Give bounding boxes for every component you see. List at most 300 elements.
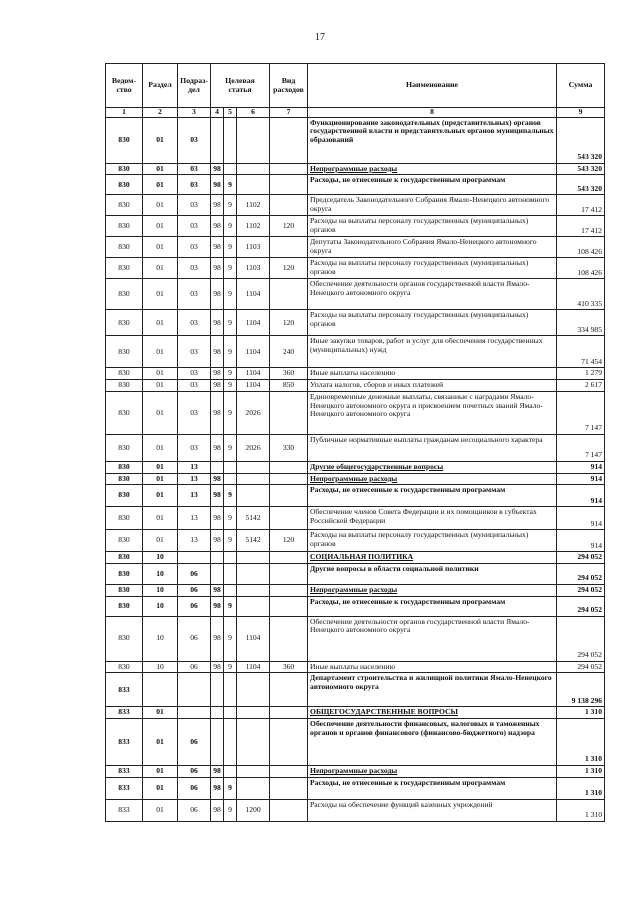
cell-subsection: 06	[178, 596, 211, 616]
cell-target-1: 98	[211, 279, 224, 310]
cell-subsection: 06	[178, 585, 211, 597]
cell-dept: 830	[106, 616, 143, 661]
cell-target-3: 1104	[237, 661, 270, 673]
col-number: 6	[237, 108, 270, 118]
cell-sum: 294 052	[557, 585, 605, 597]
cell-name: ОБЩЕГОСУДАРСТВЕННЫЕ ВОПРОСЫ	[308, 707, 557, 719]
cell-subsection: 03	[178, 216, 211, 237]
cell-target-1: 98	[211, 237, 224, 258]
cell-sum: 294 052	[557, 596, 605, 616]
cell-subsection: 03	[178, 380, 211, 392]
cell-target-1: 98	[211, 485, 224, 507]
cell-target-1: 98	[211, 507, 224, 530]
cell-name: Функционирование законодательных (представительных) органов государственной власти и представительных органов муниципальных образований	[308, 117, 557, 163]
cell-target-3	[237, 175, 270, 195]
cell-section: 01	[143, 799, 178, 821]
cell-target-3	[237, 585, 270, 597]
cell-subsection: 03	[178, 117, 211, 163]
header-sum: Сумма	[557, 64, 605, 108]
cell-subsection: 03	[178, 237, 211, 258]
cell-name: Другие вопросы в области социальной политики	[308, 564, 557, 585]
cell-sum: 7 147	[557, 391, 605, 434]
cell-subsection: 13	[178, 485, 211, 507]
cell-target-1: 98	[211, 434, 224, 461]
col-number: 2	[143, 108, 178, 118]
cell-sum: 108 426	[557, 237, 605, 258]
cell-subsection: 06	[178, 564, 211, 585]
cell-target-1: 98	[211, 175, 224, 195]
cell-name: Обеспечение деятельности органов государственной власти Ямало-Ненецкого автономного округа	[308, 616, 557, 661]
cell-section: 01	[143, 279, 178, 310]
cell-sum: 1 310	[557, 719, 605, 766]
cell-target-3: 2026	[237, 434, 270, 461]
cell-dept: 833	[106, 707, 143, 719]
cell-target-3: 1104	[237, 616, 270, 661]
cell-target-3	[237, 596, 270, 616]
cell-exp-type: 360	[270, 661, 308, 673]
cell-exp-type	[270, 279, 308, 310]
cell-target-2: 9	[224, 391, 237, 434]
cell-target-1: 98	[211, 258, 224, 279]
cell-exp-type: 330	[270, 434, 308, 461]
cell-sum: 543 320	[557, 175, 605, 195]
cell-name: Другие общегосударственные вопросы	[308, 461, 557, 473]
cell-section: 10	[143, 661, 178, 673]
cell-exp-type	[270, 117, 308, 163]
cell-target-1: 98	[211, 368, 224, 380]
cell-exp-type: 120	[270, 258, 308, 279]
cell-target-2: 9	[224, 368, 237, 380]
table-row	[106, 485, 605, 507]
cell-sum: 108 426	[557, 258, 605, 279]
cell-dept: 830	[106, 391, 143, 434]
table-row	[106, 473, 605, 485]
cell-dept: 830	[106, 279, 143, 310]
cell-name: Непрограммные расходы	[308, 473, 557, 485]
col-number: 5	[224, 108, 237, 118]
cell-section: 01	[143, 485, 178, 507]
cell-target-2: 9	[224, 507, 237, 530]
cell-sum: 410 335	[557, 279, 605, 310]
cell-target-3: 1102	[237, 195, 270, 216]
cell-sum: 914	[557, 507, 605, 530]
table-row	[106, 163, 605, 175]
cell-target-2: 9	[224, 777, 237, 799]
cell-exp-type	[270, 195, 308, 216]
cell-name: Расходы на выплаты персоналу государственных (муниципальных) органов	[308, 258, 557, 279]
cell-target-1: 98	[211, 777, 224, 799]
table-row	[106, 552, 605, 564]
header-subsection: Подраз-дел	[178, 64, 211, 108]
cell-subsection: 06	[178, 799, 211, 821]
table-row	[106, 336, 605, 368]
page-number: 17	[315, 32, 325, 43]
budget-table	[105, 63, 605, 822]
cell-dept: 833	[106, 777, 143, 799]
cell-sum: 543 320	[557, 163, 605, 175]
cell-exp-type	[270, 485, 308, 507]
cell-dept: 830	[106, 117, 143, 163]
cell-target-3: 1103	[237, 258, 270, 279]
cell-exp-type	[270, 719, 308, 766]
cell-dept: 830	[106, 661, 143, 673]
cell-target-3: 2026	[237, 391, 270, 434]
cell-target-3: 1103	[237, 237, 270, 258]
cell-section: 01	[143, 719, 178, 766]
cell-target-1: 98	[211, 799, 224, 821]
cell-subsection	[178, 552, 211, 564]
cell-subsection: 03	[178, 391, 211, 434]
cell-target-3	[237, 163, 270, 175]
cell-section: 10	[143, 552, 178, 564]
cell-dept: 830	[106, 507, 143, 530]
cell-section: 01	[143, 461, 178, 473]
table-row	[106, 237, 605, 258]
cell-dept: 830	[106, 585, 143, 597]
cell-name: Уплата налогов, сборов и иных платежей	[308, 380, 557, 392]
cell-target-2: 9	[224, 279, 237, 310]
cell-exp-type: 240	[270, 336, 308, 368]
header-target: Целевая статья	[211, 64, 270, 108]
cell-subsection: 13	[178, 473, 211, 485]
cell-dept: 830	[106, 434, 143, 461]
cell-exp-type	[270, 507, 308, 530]
cell-exp-type	[270, 473, 308, 485]
table-row	[106, 310, 605, 336]
table-row	[106, 777, 605, 799]
cell-exp-type: 120	[270, 310, 308, 336]
column-number-row	[106, 108, 605, 118]
cell-target-2	[224, 766, 237, 778]
cell-name: Расходы, не отнесенные к государственным программам	[308, 596, 557, 616]
cell-section: 10	[143, 616, 178, 661]
table-row	[106, 799, 605, 821]
header-section: Раздел	[143, 64, 178, 108]
table-row	[106, 434, 605, 461]
table-row	[106, 707, 605, 719]
header-exp-type: Вид расходов	[270, 64, 308, 108]
cell-name: Непрограммные расходы	[308, 585, 557, 597]
cell-section: 01	[143, 473, 178, 485]
cell-name: Обеспечение деятельности органов государственной власти Ямало-Ненецкого автономного округа	[308, 279, 557, 310]
cell-sum: 7 147	[557, 434, 605, 461]
cell-target-3: 1104	[237, 368, 270, 380]
cell-name: Расходы на выплаты персоналу государственных (муниципальных) органов	[308, 310, 557, 336]
cell-target-2: 9	[224, 237, 237, 258]
cell-dept: 833	[106, 766, 143, 778]
cell-target-3	[237, 719, 270, 766]
cell-dept: 830	[106, 461, 143, 473]
cell-subsection	[178, 707, 211, 719]
cell-subsection: 03	[178, 310, 211, 336]
cell-sum: 1 310	[557, 777, 605, 799]
col-number: 3	[178, 108, 211, 118]
cell-target-1: 98	[211, 310, 224, 336]
cell-sum: 1 310	[557, 707, 605, 719]
cell-section: 01	[143, 336, 178, 368]
cell-exp-type	[270, 461, 308, 473]
cell-exp-type	[270, 585, 308, 597]
cell-sum: 1 279	[557, 368, 605, 380]
cell-subsection	[178, 673, 211, 707]
cell-dept: 830	[106, 530, 143, 552]
cell-target-2	[224, 673, 237, 707]
cell-subsection: 03	[178, 336, 211, 368]
cell-target-3	[237, 707, 270, 719]
cell-target-1: 98	[211, 195, 224, 216]
table-row	[106, 596, 605, 616]
cell-target-1: 98	[211, 163, 224, 175]
cell-subsection: 03	[178, 163, 211, 175]
cell-name: Расходы, не отнесенные к государственным программам	[308, 777, 557, 799]
cell-target-2: 9	[224, 799, 237, 821]
table-row	[106, 195, 605, 216]
cell-target-1: 98	[211, 216, 224, 237]
cell-name: Председатель Законодательного Собрания Ямало-Ненецкого автономного округа	[308, 195, 557, 216]
cell-sum: 334 985	[557, 310, 605, 336]
cell-target-2	[224, 461, 237, 473]
cell-dept: 830	[106, 175, 143, 195]
cell-target-1: 98	[211, 391, 224, 434]
table-row	[106, 368, 605, 380]
cell-name: Расходы, не отнесенные к государственным программам	[308, 175, 557, 195]
cell-subsection: 03	[178, 175, 211, 195]
cell-section: 01	[143, 175, 178, 195]
cell-exp-type	[270, 596, 308, 616]
cell-target-2: 9	[224, 336, 237, 368]
cell-name: Расходы на обеспечение функций казенных учреждений	[308, 799, 557, 821]
cell-name: Иные выплаты населению	[308, 368, 557, 380]
cell-section: 01	[143, 258, 178, 279]
cell-name: Обеспечение деятельности финансовых, налоговых и таможенных органов и органов финансового (финансово-бюджетного) надзора	[308, 719, 557, 766]
cell-exp-type	[270, 766, 308, 778]
cell-subsection: 03	[178, 368, 211, 380]
cell-target-2	[224, 719, 237, 766]
cell-subsection: 13	[178, 461, 211, 473]
cell-subsection: 03	[178, 195, 211, 216]
cell-sum: 17 412	[557, 216, 605, 237]
cell-section: 01	[143, 216, 178, 237]
header-dept: Ведом-ство	[106, 64, 143, 108]
cell-dept: 830	[106, 473, 143, 485]
cell-section: 10	[143, 585, 178, 597]
cell-target-2: 9	[224, 530, 237, 552]
cell-subsection: 03	[178, 279, 211, 310]
cell-dept: 830	[106, 195, 143, 216]
cell-target-3: 1104	[237, 380, 270, 392]
cell-target-2: 9	[224, 380, 237, 392]
table-row	[106, 507, 605, 530]
cell-name: Непрограммные расходы	[308, 766, 557, 778]
cell-target-1	[211, 552, 224, 564]
cell-name: Непрограммные расходы	[308, 163, 557, 175]
cell-name: Иные закупки товаров, работ и услуг для обеспечения государственных (муниципальных) нужд	[308, 336, 557, 368]
cell-exp-type	[270, 163, 308, 175]
table-row	[106, 719, 605, 766]
cell-subsection: 06	[178, 719, 211, 766]
cell-target-2	[224, 473, 237, 485]
col-number: 4	[211, 108, 224, 118]
cell-target-1: 98	[211, 473, 224, 485]
cell-sum: 294 052	[557, 616, 605, 661]
cell-dept: 830	[106, 336, 143, 368]
cell-section: 01	[143, 368, 178, 380]
cell-name: Расходы, не отнесенные к государственным программам	[308, 485, 557, 507]
col-number: 9	[557, 108, 605, 118]
cell-subsection: 03	[178, 434, 211, 461]
cell-target-2: 9	[224, 175, 237, 195]
cell-sum: 294 052	[557, 552, 605, 564]
cell-name: СОЦИАЛЬНАЯ ПОЛИТИКА	[308, 552, 557, 564]
cell-section: 01	[143, 237, 178, 258]
cell-exp-type	[270, 707, 308, 719]
table-row	[106, 258, 605, 279]
cell-target-3: 1200	[237, 799, 270, 821]
cell-section: 01	[143, 310, 178, 336]
table-row	[106, 766, 605, 778]
cell-dept: 833	[106, 673, 143, 707]
cell-exp-type	[270, 673, 308, 707]
cell-section: 01	[143, 163, 178, 175]
table-row	[106, 616, 605, 661]
cell-section: 01	[143, 195, 178, 216]
cell-target-1: 98	[211, 616, 224, 661]
cell-exp-type	[270, 391, 308, 434]
cell-name: Обеспечение членов Совета Федерации и их помощников в субъектах Российской Федерации	[308, 507, 557, 530]
cell-section	[143, 673, 178, 707]
col-number: 1	[106, 108, 143, 118]
cell-target-2	[224, 585, 237, 597]
cell-sum: 914	[557, 530, 605, 552]
cell-target-2: 9	[224, 310, 237, 336]
cell-subsection: 03	[178, 258, 211, 279]
cell-section: 01	[143, 117, 178, 163]
cell-target-1: 98	[211, 661, 224, 673]
cell-exp-type	[270, 175, 308, 195]
cell-target-3: 5142	[237, 530, 270, 552]
cell-exp-type: 850	[270, 380, 308, 392]
cell-sum: 543 320	[557, 117, 605, 163]
cell-subsection: 06	[178, 616, 211, 661]
cell-section: 01	[143, 380, 178, 392]
cell-sum: 1 310	[557, 766, 605, 778]
cell-dept: 830	[106, 564, 143, 585]
cell-exp-type	[270, 552, 308, 564]
cell-name: Расходы на выплаты персоналу государственных (муниципальных) органов	[308, 216, 557, 237]
cell-dept: 830	[106, 368, 143, 380]
cell-name: Публичные нормативные выплаты гражданам несоциального характера	[308, 434, 557, 461]
cell-section: 01	[143, 707, 178, 719]
cell-target-2: 9	[224, 195, 237, 216]
table-row	[106, 216, 605, 237]
cell-target-1	[211, 719, 224, 766]
cell-target-2	[224, 552, 237, 564]
cell-sum: 9 138 296	[557, 673, 605, 707]
cell-section: 10	[143, 564, 178, 585]
table-row	[106, 673, 605, 707]
cell-section: 01	[143, 530, 178, 552]
cell-exp-type: 120	[270, 530, 308, 552]
cell-target-1: 98	[211, 530, 224, 552]
cell-dept: 830	[106, 552, 143, 564]
cell-target-3	[237, 564, 270, 585]
cell-exp-type	[270, 237, 308, 258]
table-row	[106, 380, 605, 392]
cell-sum: 2 617	[557, 380, 605, 392]
cell-target-2	[224, 117, 237, 163]
cell-target-2: 9	[224, 616, 237, 661]
cell-section: 01	[143, 766, 178, 778]
cell-target-3	[237, 485, 270, 507]
cell-target-3	[237, 473, 270, 485]
cell-target-3	[237, 673, 270, 707]
cell-dept: 830	[106, 310, 143, 336]
cell-section: 01	[143, 434, 178, 461]
cell-target-2: 9	[224, 258, 237, 279]
cell-target-3	[237, 117, 270, 163]
cell-name: Иные выплаты населению	[308, 661, 557, 673]
cell-exp-type	[270, 564, 308, 585]
cell-target-3	[237, 552, 270, 564]
cell-target-3: 1104	[237, 336, 270, 368]
cell-dept: 833	[106, 719, 143, 766]
cell-section: 01	[143, 391, 178, 434]
cell-subsection: 06	[178, 777, 211, 799]
cell-target-1	[211, 117, 224, 163]
cell-sum: 914	[557, 461, 605, 473]
cell-target-2: 9	[224, 485, 237, 507]
cell-name: Департамент строительства и жилищной политики Ямало-Ненецкого автономного округа	[308, 673, 557, 707]
cell-exp-type	[270, 799, 308, 821]
cell-target-3: 1102	[237, 216, 270, 237]
cell-target-3	[237, 461, 270, 473]
table-row	[106, 461, 605, 473]
cell-target-1: 98	[211, 596, 224, 616]
cell-dept: 830	[106, 237, 143, 258]
cell-dept: 830	[106, 380, 143, 392]
cell-subsection: 13	[178, 530, 211, 552]
cell-section: 01	[143, 777, 178, 799]
cell-target-1: 98	[211, 766, 224, 778]
cell-name: Единовременные денежные выплаты, связанные с наградами Ямало-Ненецкого автономного округа и присвоением почетных званий Ямало-Ненецкого автономного округа	[308, 391, 557, 434]
cell-sum: 17 412	[557, 195, 605, 216]
cell-target-2: 9	[224, 596, 237, 616]
cell-target-1: 98	[211, 585, 224, 597]
cell-exp-type	[270, 616, 308, 661]
cell-dept: 833	[106, 799, 143, 821]
cell-target-3: 5142	[237, 507, 270, 530]
cell-subsection: 06	[178, 766, 211, 778]
cell-target-1: 98	[211, 336, 224, 368]
cell-target-2: 9	[224, 216, 237, 237]
cell-section: 10	[143, 596, 178, 616]
cell-target-2	[224, 707, 237, 719]
table-row	[106, 564, 605, 585]
cell-target-3	[237, 766, 270, 778]
cell-target-2: 9	[224, 661, 237, 673]
header-name: Наименование	[308, 64, 557, 108]
cell-dept: 830	[106, 258, 143, 279]
cell-name: Депутаты Законодательного Собрания Ямало-Ненецкого автономного округа	[308, 237, 557, 258]
cell-section: 01	[143, 507, 178, 530]
col-number: 7	[270, 108, 308, 118]
cell-target-1	[211, 461, 224, 473]
cell-target-1	[211, 564, 224, 585]
table-row	[106, 530, 605, 552]
table-row	[106, 585, 605, 597]
cell-target-2	[224, 163, 237, 175]
cell-target-3	[237, 777, 270, 799]
